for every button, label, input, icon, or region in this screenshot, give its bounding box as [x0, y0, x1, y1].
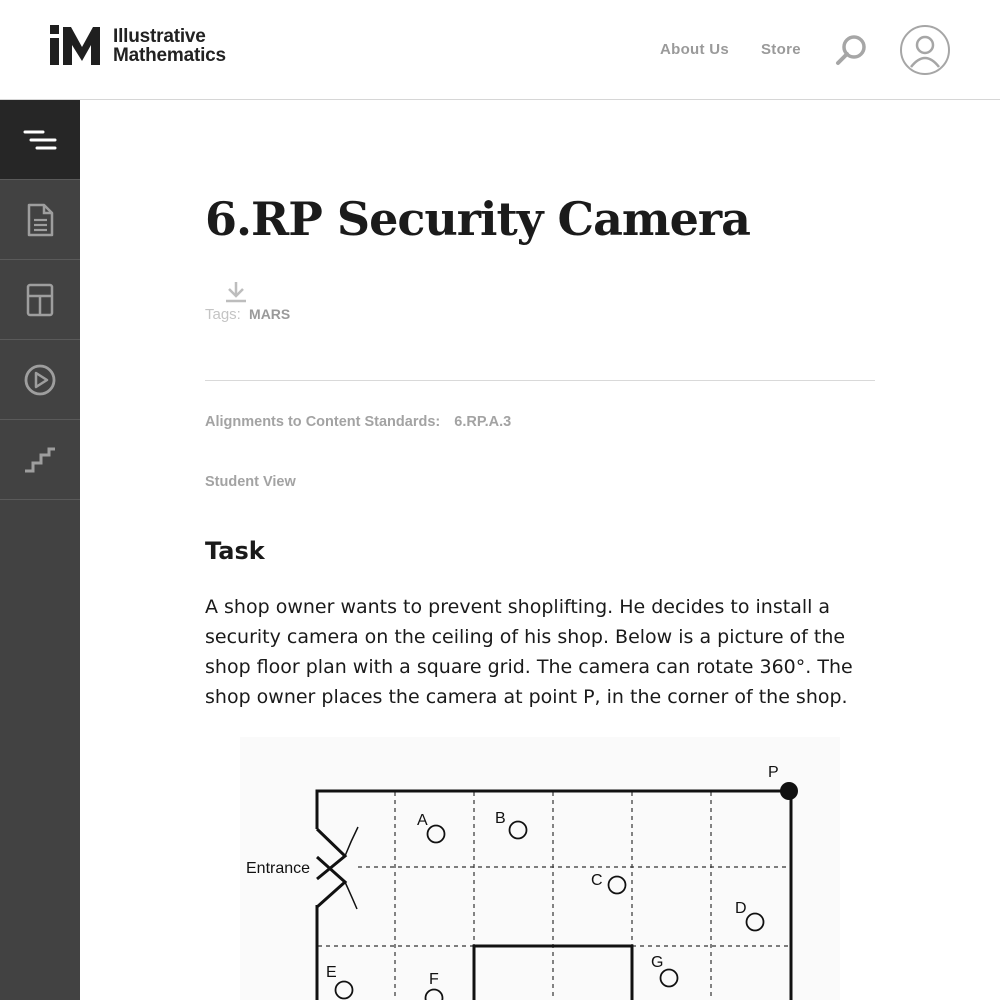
stairs-icon	[23, 445, 57, 475]
point-label-e: E	[326, 964, 337, 981]
point-label-f: F	[429, 971, 439, 988]
floor-plan-figure	[240, 737, 840, 1000]
tags-label: Tags:	[205, 306, 241, 323]
download-icon	[225, 280, 247, 304]
student-view-link[interactable]: Student View	[205, 474, 296, 490]
point-label-d: D	[735, 900, 747, 917]
marker-a	[428, 826, 445, 843]
user-icon	[902, 27, 948, 73]
marker-g	[661, 970, 678, 987]
im-logo-icon	[49, 25, 101, 67]
play-icon	[23, 363, 57, 397]
camera-point	[780, 782, 798, 800]
floor-plan-svg	[240, 737, 840, 1000]
point-label-a: A	[417, 812, 428, 829]
logo[interactable]	[49, 25, 226, 67]
sidebar	[0, 100, 80, 1000]
site-header	[0, 0, 1000, 100]
search-button[interactable]	[832, 32, 870, 70]
sidebar-item-progression[interactable]	[0, 420, 80, 500]
marker-f	[426, 990, 443, 1000]
tags-row	[205, 306, 290, 323]
account-button[interactable]	[900, 25, 950, 75]
marker-e	[336, 982, 353, 999]
nav-store-link[interactable]: Store	[761, 41, 801, 58]
sidebar-menu-button[interactable]	[0, 100, 80, 180]
sidebar-item-document[interactable]	[0, 180, 80, 260]
tag-link[interactable]: MARS	[249, 306, 291, 322]
nav-about-us-link[interactable]: About Us	[660, 41, 730, 58]
entrance-label: Entrance	[246, 860, 311, 877]
alignments-row	[205, 414, 511, 430]
section-divider	[205, 380, 875, 381]
marker-c	[609, 877, 626, 894]
document-icon	[25, 203, 55, 237]
sidebar-item-video[interactable]	[0, 340, 80, 420]
sidebar-item-layout[interactable]	[0, 260, 80, 340]
logo-line2: Mathematics	[113, 45, 226, 66]
entrance-door	[345, 827, 358, 909]
task-heading: Task	[205, 537, 265, 565]
logo-line1: Illustrative	[113, 26, 206, 47]
task-text: A shop owner wants to prevent shoplifting. He decides to install a security camera on the ceiling of his shop. Below is a picture of the shop floor plan with a square grid. The camera can rotate 360°. The shop owner places the camera at point P, in the corner of the shop.	[205, 596, 853, 708]
floor-plan-walls	[317, 789, 791, 1000]
menu-icon	[23, 129, 57, 151]
logo-text	[113, 27, 226, 65]
download-button[interactable]	[225, 280, 247, 304]
marker-d	[747, 914, 764, 931]
marker-b	[510, 822, 527, 839]
page-title: 6.RP Security Camera	[205, 192, 750, 246]
point-label-g: G	[651, 954, 664, 971]
point-label-c: C	[591, 872, 603, 889]
floor-plan-markers	[336, 822, 764, 1000]
layout-icon	[25, 283, 55, 317]
alignments-label: Alignments to Content Standards:	[205, 414, 441, 430]
camera-label: P	[768, 764, 779, 781]
floor-plan-grid	[318, 792, 791, 1000]
point-label-b: B	[495, 810, 506, 827]
alignment-code-link[interactable]: 6.RP.A.3	[454, 414, 512, 430]
search-icon	[832, 32, 870, 70]
